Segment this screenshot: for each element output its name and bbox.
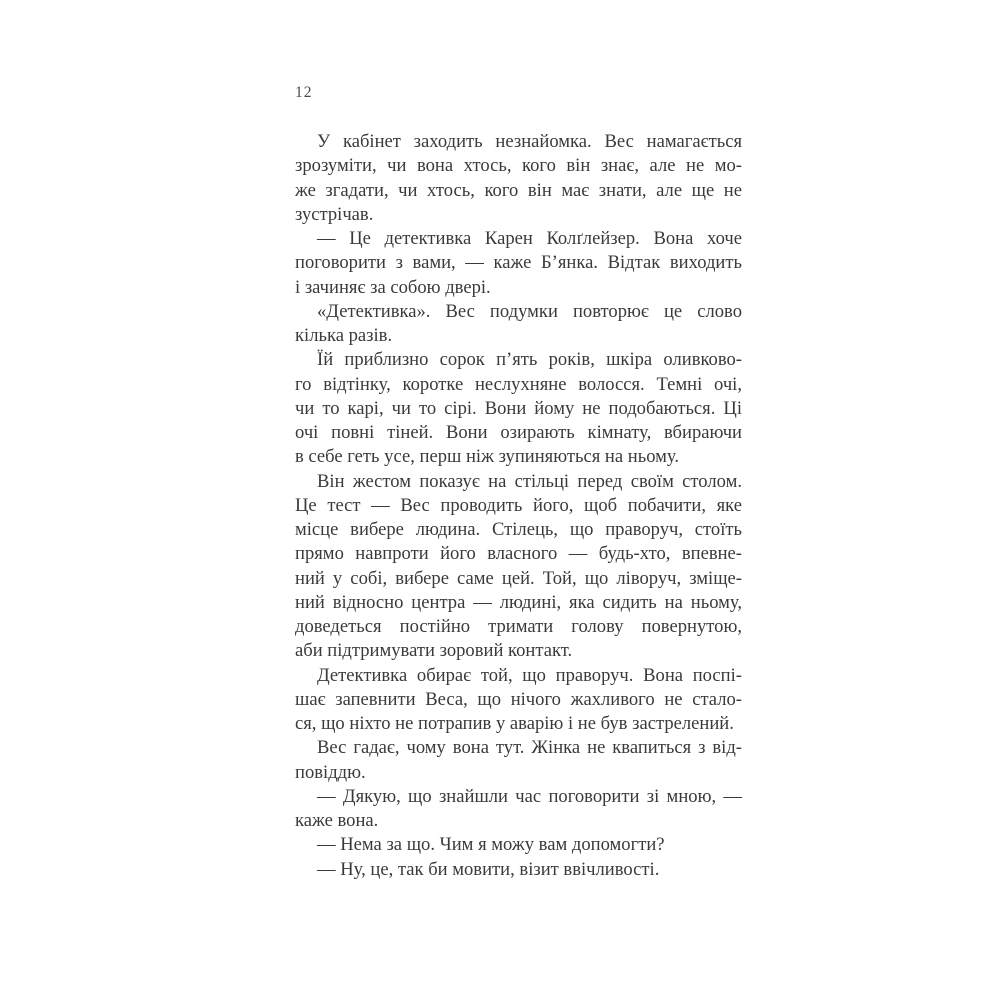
text-line: — Це детективка Карен Колґлейзер. Вона хоче (317, 228, 742, 249)
page-text (295, 130, 742, 882)
text-line: «Детективка». Вес подумки повторює це слово (317, 300, 742, 322)
text-line: доведеться постійно тримати голову повернутою, (295, 616, 742, 637)
paragraph (295, 470, 742, 664)
text-line: ся, що ніхто не потрапив у аварію і не був застрелений. (295, 713, 734, 734)
text-line: зрозуміти, чи вона хтось, кого він знає, але не мо- (295, 155, 742, 177)
text-line: — Ну, це, так би мовити, візит ввічливості. (317, 858, 660, 880)
paragraph (295, 664, 742, 737)
text-line: Детективка обирає той, що праворуч. Вона поспі- (317, 664, 742, 686)
paragraph (295, 736, 742, 785)
text-line: поговорити з вами, — каже Б’янка. Відтак виходить (295, 252, 742, 274)
text-line: повіддю. (295, 761, 366, 783)
text-line: каже вона. (295, 810, 379, 831)
text-line: Вес гадає, чому вона тут. Жінка не квапиться з від- (317, 737, 742, 759)
paragraph (295, 130, 742, 227)
text-line: ний відносно центра — людині, яка сидить на ньому, (295, 591, 742, 613)
page-number: 12 (295, 84, 313, 101)
text-line: го відтінку, коротке неслухняне волосся. Темні очі, (295, 373, 742, 395)
text-line: чи то карі, чи то сірі. Вони йому не подобаються. Ці (295, 397, 742, 419)
text-line: і зачиняє за собою двері. (295, 276, 491, 298)
text-line: Це тест — Вес проводить його, щоб побачити, яке (295, 494, 742, 516)
text-line: шає запевнити Веса, що нічого жахливого не стало- (295, 688, 742, 710)
text-line: кілька разів. (295, 325, 393, 346)
text-line: — Дякую, що знайшли час поговорити зі мною, — (317, 785, 742, 807)
text-line: в себе геть усе, перш ніж зупиняються на ньому. (295, 446, 680, 468)
text-line: зустрічав. (295, 203, 374, 225)
text-line: Їй приблизно сорок п’ять років, шкіра оливково- (317, 349, 742, 371)
text-line: Він жестом показує на стільці перед своїм столом. (317, 470, 742, 492)
text-line: місце вибере людина. Стілець, що праворуч, стоїть (295, 519, 742, 540)
paragraph (295, 348, 742, 469)
text-line: же згадати, чи хтось, кого він має знати, але ще не (295, 179, 742, 201)
text-line: ний у собі, вибере саме цей. Той, що ліворуч, зміще- (295, 567, 742, 589)
text-line: аби підтримувати зоровий контакт. (295, 640, 573, 662)
text-line: У кабінет заходить незнайомка. Вес намагається (317, 131, 742, 152)
paragraph (295, 227, 742, 300)
text-line: — Нема за що. Чим я можу вам допомогти? (317, 834, 665, 856)
text-line: прямо навпроти його власного — будь-хто, впевне- (295, 543, 742, 565)
paragraph (295, 785, 742, 834)
text-line: очі повні тіней. Вони озирають кімнату, вбираючи (295, 422, 742, 443)
paragraph (295, 300, 742, 349)
paragraph (295, 858, 742, 882)
paragraph (295, 833, 742, 857)
